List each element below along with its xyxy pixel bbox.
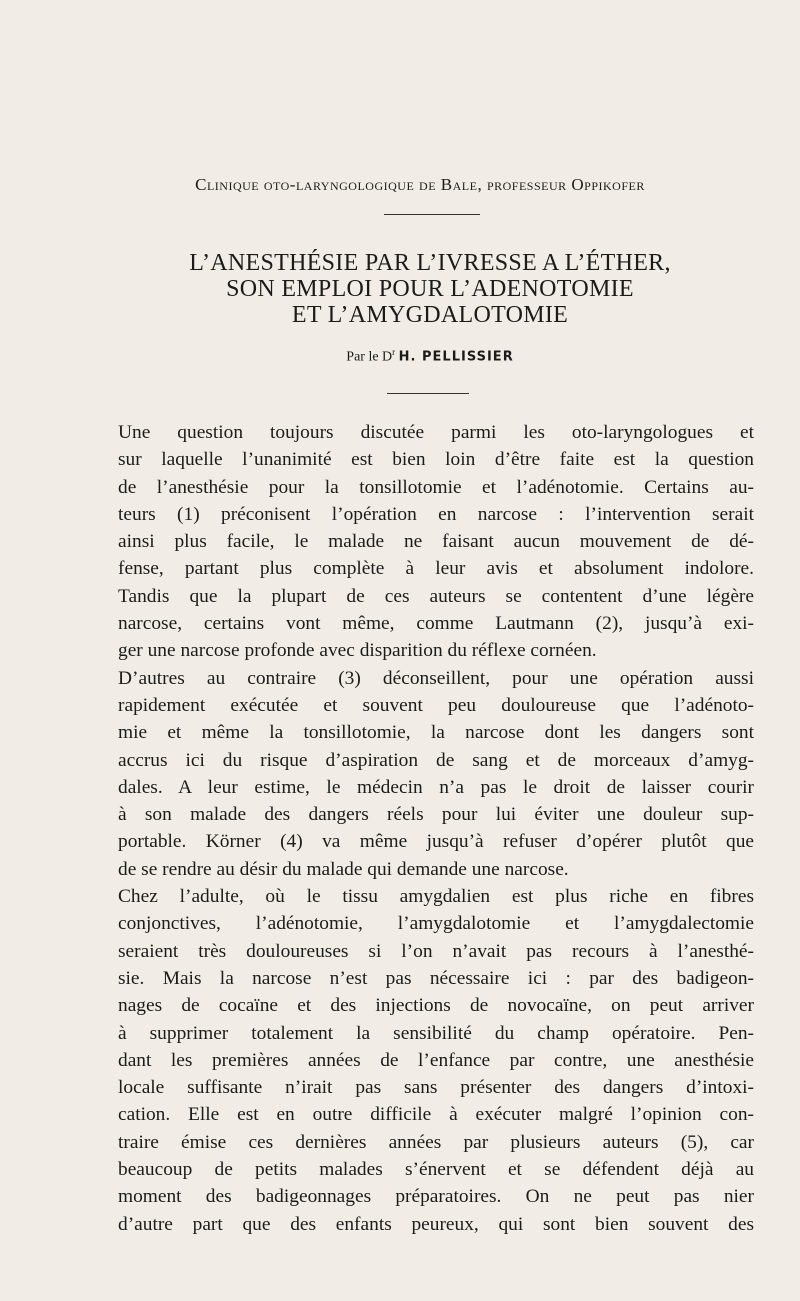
body-line: ger une narcose profonde avec disparition du réflexe cornéen. bbox=[118, 640, 597, 662]
body-line: conjonctives, l’adénotomie, l’amygdalotomie et l’amygdalectomie bbox=[118, 913, 754, 935]
body-line: rapidement exécutée et souvent peu douloureuse que l’adénoto- bbox=[118, 694, 754, 716]
body-line: dales. A leur estime, le médecin n’a pas le droit de laisser courir bbox=[118, 776, 754, 798]
body-line: teurs (1) préconisent l’opération en narcose : l’intervention serait bbox=[118, 503, 754, 525]
article-title bbox=[100, 250, 760, 328]
body-line: Une question toujours discutée parmi les oto-laryngologues et bbox=[118, 422, 754, 443]
title-line: SON EMPLOI POUR L’ADENOTOMIE bbox=[226, 276, 634, 302]
header-rule bbox=[384, 214, 480, 215]
body-line: sur laquelle l’unanimité est bien loin d’être faite est la question bbox=[118, 449, 754, 471]
body-line: seraient très douloureuses si l’on n’avait pas recours à l’anesthé- bbox=[118, 940, 754, 962]
body-line: nages de cocaïne et des injections de novocaïne, on peut arriver bbox=[118, 995, 754, 1017]
body-line: Chez l’adulte, où le tissu amygdalien est plus riche en fibres bbox=[118, 886, 754, 908]
body-line: beaucoup de petits malades s’énervent et se défendent déjà au bbox=[118, 1159, 754, 1181]
body-line: portable. Körner (4) va même jusqu’à refuser d’opérer plutôt que bbox=[118, 831, 754, 853]
body-line: traire émise ces dernières années par plusieurs auteurs (5), car bbox=[118, 1131, 754, 1153]
body-line: cation. Elle est en outre difficile à exécuter malgré l’opinion con- bbox=[118, 1104, 754, 1126]
body-line: fense, partant plus complète à leur avis et absolument indolore. bbox=[118, 558, 754, 580]
body-line: sie. Mais la narcose n’est pas nécessaire ici : par des badigeon- bbox=[118, 967, 754, 989]
body-text bbox=[118, 419, 754, 1238]
title-line: ET L’AMYGDALOTOMIE bbox=[291, 302, 569, 328]
body-line: à supprimer totalement la sensibilité du champ opératoire. Pen- bbox=[118, 1022, 754, 1044]
body-line: locale suffisante n’irait pas sans présenter des dangers d’intoxi- bbox=[118, 1077, 754, 1099]
body-line: D’autres au contraire (3) déconseillent, pour une opération aussi bbox=[118, 667, 754, 689]
body-line: d’autre part que des enfants peureux, qui sont bien souvent des bbox=[118, 1213, 754, 1235]
byline bbox=[100, 347, 760, 366]
clinic-header bbox=[100, 175, 740, 195]
body-line: à son malade des dangers réels pour lui éviter une douleur sup- bbox=[118, 804, 754, 826]
body-line: Tandis que la plupart de ces auteurs se contentent d’une légère bbox=[118, 585, 754, 607]
byline-rule bbox=[387, 393, 469, 394]
byline-prefix: Par le D bbox=[346, 349, 393, 365]
title-line: L’ANESTHÉSIE PAR L’IVRESSE A L’ÉTHER, bbox=[189, 250, 671, 276]
body-line: dant les premières années de l’enfance par contre, une anesthésie bbox=[118, 1049, 754, 1071]
body-line: ainsi plus facile, le malade ne faisant aucun mouvement de dé- bbox=[118, 531, 754, 553]
body-line: de se rendre au désir du malade qui demande une narcose. bbox=[118, 858, 569, 880]
author-name: H. PELLISSIER bbox=[398, 349, 514, 365]
body-line: mie et même la tonsillotomie, la narcose dont les dangers sont bbox=[118, 722, 754, 744]
body-line: moment des badigeonnages préparatoires. On ne peut pas nier bbox=[118, 1186, 754, 1208]
body-line: accrus ici du risque d’aspiration de sang et de morceaux d’amyg- bbox=[118, 749, 754, 771]
body-line: narcose, certains vont même, comme Lautmann (2), jusqu’à exi- bbox=[118, 613, 754, 635]
byline-sup: r bbox=[392, 347, 396, 357]
clinic-header-text: Clinique oto-laryngologique de Bale, professeur Oppikofer bbox=[195, 175, 645, 194]
body-line: de l’anesthésie pour la tonsillotomie et l’adénotomie. Certains au- bbox=[118, 476, 754, 498]
